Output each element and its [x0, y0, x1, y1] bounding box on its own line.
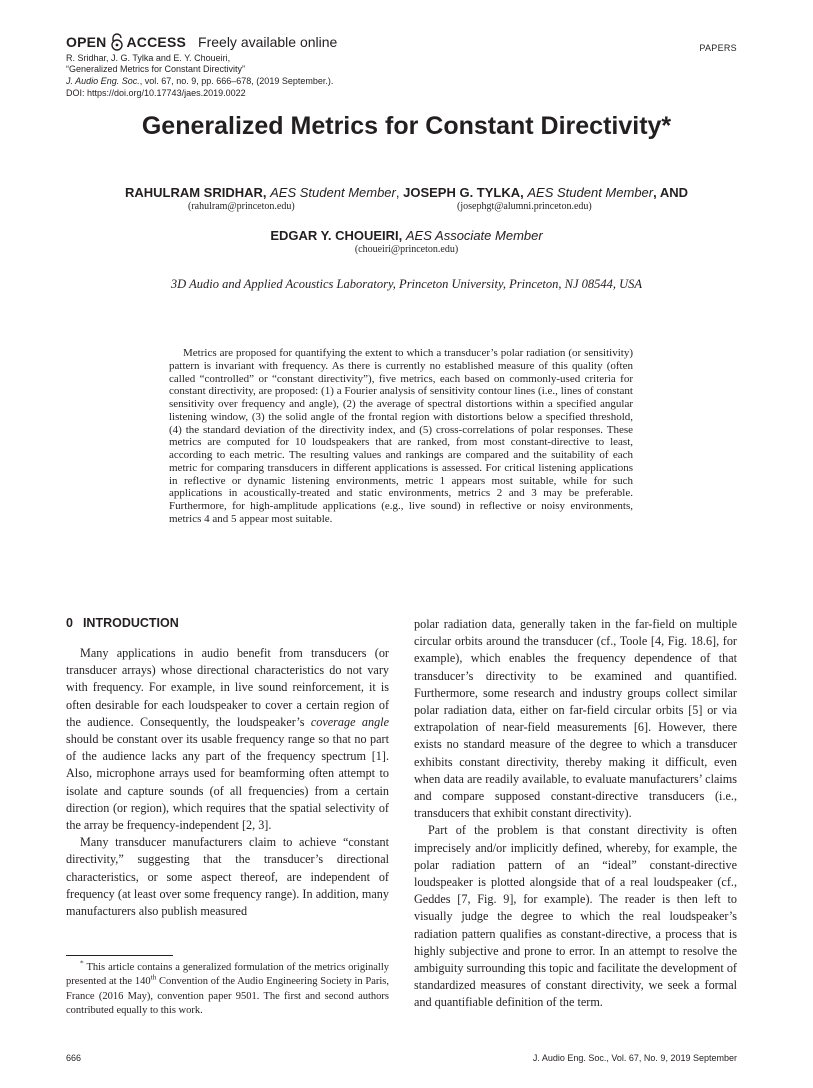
citation-details: , vol. 67, no. 9, pp. 666–678, (2019 September.). [139, 75, 334, 86]
affiliation: 3D Audio and Applied Acoustics Laboratory, Princeton University, Princeton, NJ 08544, USA [170, 277, 643, 291]
paper-title: Generalized Metrics for Constant Directivity* [141, 112, 672, 140]
paragraph-text: should be constant over its usable frequency range so that no part of the audience lacks any part of the frequency spectrum [1]. Also, microphone arrays used for beamforming often attempt to isolate and capture sounds (of all frequencies) from a certain direction (or region), which requires that the spatial selectivity of the array be frequency-independent [2, 3]. [66, 732, 389, 833]
right-column [414, 616, 737, 1012]
citation-journal: J. Audio Eng. Soc. [66, 75, 140, 86]
section-title: INTRODUCTION [82, 616, 179, 630]
left-column [66, 645, 389, 920]
footnote-mark: * [80, 958, 84, 968]
open-label: OPEN [66, 34, 107, 50]
emphasis-text: coverage angle [310, 714, 389, 729]
author-3-role: AES Associate Member [405, 228, 543, 243]
paragraph: polar radiation data, generally taken in the far-field on multiple circular orbits around the transducer (cf., Toole [4, Fig. 18.6], for example), which enables the frequency dependence of that transducer’s directivity to be examined and quantified. Furthermore, some research and industry groups collect similar polar radiation data, either on far-field circular orbits [5] or via extrapolation of near-field measurements [6]. However, there exists no standard measure of the degree to which a transducer exhibits constant directivity, thereby making it difficult, even when data are readily available, to evaluate manufacturers’ claims and compare supposed constant-directive transducers (i.e., transducers that exhibit constant directivity). [414, 617, 737, 821]
footnote-text: This article contains a generalized formulation of the metrics originally presented at the 140 [66, 962, 389, 988]
paragraph: Many transducer manufacturers claim to achieve “constant directivity,” suggesting that the transducer’s directional characteristics, or some aspect thereof, are independent of frequency (at least over some frequency range). In addition, many manufacturers also publish measured [66, 835, 389, 919]
footnote [66, 958, 389, 1018]
doi-link[interactable]: DOI: https://doi.org/10.17743/jaes.2019.0022 [66, 88, 246, 98]
author-1-role: AES Student Member [270, 185, 396, 200]
paragraph [66, 645, 389, 834]
section-number: 0 [66, 616, 73, 630]
section-label: PAPERS [699, 43, 737, 53]
author-and: , AND [653, 185, 689, 200]
open-lock-icon [110, 33, 124, 51]
paragraph-text: Many applications in audio benefit from transducers (or transducer arrays) whose directional characteristics do not vary with frequency. For example, in live sound reinforcement, it is often desirable for each loudspeaker to cover a certain region of the audience. Consequently, the loudspeaker’s [66, 646, 389, 729]
authors-line-2 [0, 228, 813, 255]
footnote-superscript: th [150, 972, 157, 982]
author-1-name: RAHULRAM SRIDHAR, [124, 185, 267, 200]
author-3-email[interactable]: (choueiri@princeton.edu) [354, 244, 459, 255]
citation-journal-line [66, 76, 333, 87]
authors-line-1: RAHULRAM SRIDHAR, AES Student Member, JOSEPH G. TYLKA, AES Student Member, AND (rahulram@princeton.edu) (josephgt@alumni.princeton.edu) [124, 185, 689, 212]
open-access-badge [66, 32, 337, 52]
paragraph: Part of the problem is that constant directivity is often imprecisely and/or implicitly defined, whereby, for example, the polar radiation pattern of an “ideal” constant-directive loudspeaker is plotted alongside that of a real loudspeaker (cf., Geddes [7, Fig. 9], for example). The reader is then left to visually judge the degree to which the real loudspeaker’s radiation pattern qualifies as constant-directive, a process that is highly subjective and prone to error. In an attempt to resolve the ambiguity surrounding this topic and facilitate the development of standardized measures of constant directivity, we seek a formal and quantifiable definition of the term. [414, 823, 737, 1010]
page-number: 666 [66, 1053, 82, 1063]
section-heading [66, 616, 179, 630]
footnote-divider [66, 955, 173, 956]
citation-title: “Generalized Metrics for Constant Directivity” [66, 64, 246, 75]
author-2-name: JOSEPH G. TYLKA, [403, 185, 524, 200]
author-1-email[interactable]: (rahulram@princeton.edu) [188, 201, 295, 212]
citation-block [66, 53, 333, 87]
citation-authors: R. Sridhar, J. G. Tylka and E. Y. Choueiri, [66, 53, 231, 63]
journal-footer: J. Audio Eng. Soc., Vol. 67, No. 9, 2019 September [532, 1053, 737, 1063]
freely-available-label: Freely available online [198, 34, 338, 50]
author-3-name: EDGAR Y. CHOUEIRI, [270, 228, 403, 243]
author-2-role: AES Student Member [527, 185, 654, 200]
footnote-text: Convention of the Audio Engineering Society in Paris, France (2016 May), convention paper 9501. The first and second authors contributed equally to this work. [66, 976, 389, 1016]
abstract: Metrics are proposed for quantifying the extent to which a transducer’s polar radiation (or sensitivity) pattern is invariant with frequency. As there is currently no established measure of this quality (often called “controlled” or “constant directivity”), five metrics, each based on commonly-used criteria for constant directivity, are proposed: (1) a Fourier analysis of sensitivity contour lines (i.e., lines of constant sensitivity over frequency and angle), (2) the average of spectral distortions within a specified angular listening window, (3) the solid angle of the frontal region with distortions below a specified threshold, (4) the standard deviation of the directivity index, and (5) cross-correlations of polar responses. These metrics are computed for 10 loudspeakers that are ranked, from most constant-directive to least, according to each metric. The resulting values and rankings are compared and the suitability of each metric for comparing transducers in different applications is assessed. For critical listening applications in reflective or dynamic listening environments, metric 1 appears most suitable, while for such applications in acoustically-treated and static environments, metrics 2 and 3 may be preferable. Furthermore, for high-amplitude applications (e.g., live sound) in reflective or noisy environments, metrics 4 and 5 appear most suitable. [169, 347, 633, 525]
access-label: ACCESS [126, 34, 187, 50]
author-2-email[interactable]: (josephgt@alumni.princeton.edu) [457, 201, 592, 212]
